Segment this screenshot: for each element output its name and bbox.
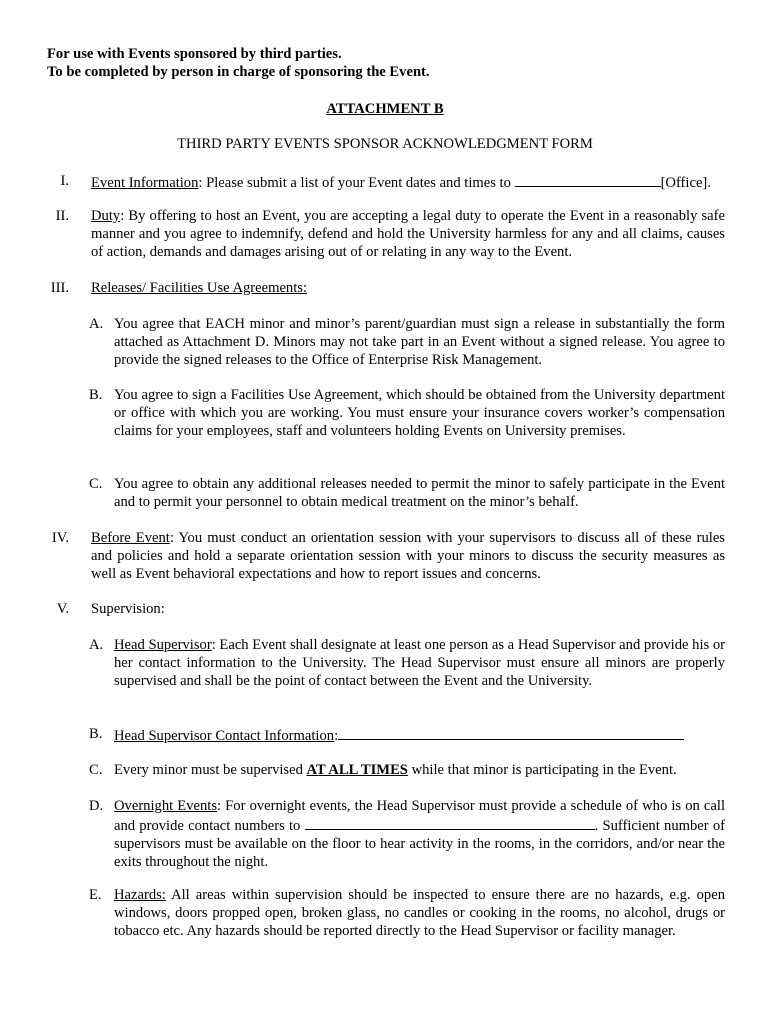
subsection-body: : Each Event shall designate at least one person as a Head Supervisor and provide his or her contact information to the University. The Head Supervisor must ensure all minors are properly supervised and shall be the point of contact between the Event and the University. [114, 637, 725, 689]
section-number: I. [60, 173, 69, 189]
section-heading: Supervision: [91, 601, 165, 617]
section-body [91, 529, 725, 583]
subsection-letter: A. [89, 316, 104, 332]
subsection-text-before: Every minor must be supervised [114, 762, 307, 778]
subsection-text [114, 797, 725, 871]
section-heading: Releases/ Facilities Use Agreements: [91, 280, 308, 296]
section-heading: Event Information [91, 175, 199, 191]
subsection-heading: Overnight Events [114, 798, 218, 814]
subsection-text: You agree to sign a Facilities Use Agreement, which should be obtained from the University department or office with which you are working. You must ensure your insurance covers worker’s compensation claims for your employees, staff and volunteers holding Events on University premises. [114, 387, 725, 439]
subsection-text: You agree that EACH minor and minor’s parent/guardian must sign a release in substantially the form attached as Attachment D. Minors may not take part in an Event without a signed release. You agree to provide the signed releases to the Office of Enterprise Risk Management. [114, 316, 725, 368]
section-number: IV. [51, 530, 69, 546]
section-body [91, 279, 725, 297]
contact-information-blank-field[interactable] [338, 725, 684, 740]
section-body [91, 172, 725, 192]
subsection-body: : For overnight events, the Head Supervisor must provide a schedule of who is on call and provide contact numbers to [114, 798, 725, 834]
subsection-text: You agree to obtain any additional releases needed to permit the minor to safely participate in the Event and to permit your personnel to obtain medical treatment on the minor’s behalf. [114, 476, 725, 510]
section-body [91, 207, 725, 261]
section-heading: Before Event [91, 530, 170, 546]
subsection-letter: B. [89, 726, 103, 742]
section-heading: Duty [91, 208, 121, 224]
section-number: V. [56, 601, 69, 617]
subsection-heading: Head Supervisor [114, 637, 212, 653]
subsection-heading: Head Supervisor Contact Information [114, 728, 335, 744]
section-body [91, 600, 725, 618]
subsection-letter: C. [89, 762, 103, 778]
intro-line-1: For use with Events sponsored by third parties. [47, 46, 342, 62]
subsection-body-end: . Sufficient number of supervisors must be available on the floor to hear activity in the rooms, in the corridors, and/or near the exits throughout the night. [114, 818, 725, 870]
section-text: : You must conduct an orientation session with your supervisors to discuss all of these rules and policies and hold a separate orientation session with your minors to discuss the security measures as well as Event behavioral expectations and how to report issues and concerns. [91, 530, 725, 582]
subsection-heading: Hazards: [114, 887, 166, 903]
office-blank-field[interactable] [515, 172, 661, 187]
emphasis-at-all-times: AT ALL TIMES [306, 762, 408, 778]
section-number: III. [50, 280, 69, 296]
subsection-letter: A. [89, 637, 104, 653]
section-number: II. [55, 208, 69, 224]
section-text: : By offering to host an Event, you are accepting a legal duty to operate the Event in a reasonably safe manner and you agree to indemnify, defend and hold the University harmless for any and all claims, causes of action, demands and damages arising out of or relating in any way to the Event. [91, 208, 725, 260]
subsection-letter: E. [89, 887, 102, 903]
subsection-letter: C. [89, 476, 103, 492]
section-text: : Please submit a list of your Event dates and times to [198, 175, 515, 191]
subsection-body: All areas within supervision should be inspected to ensure there are no hazards, e.g. open windows, doors propped open, broken glass, no candles or cooking in the rooms, no alcohol, drugs or tobacco etc. Any hazards should be reported directly to the Head Supervisor or facility manager. [114, 887, 725, 939]
contact-numbers-blank-field[interactable] [305, 815, 595, 830]
form-title: THIRD PARTY EVENTS SPONSOR ACKNOWLEDGMENT FORM [177, 136, 593, 152]
section-suffix: [Office]. [660, 175, 711, 191]
subsection-letter: B. [89, 387, 103, 403]
subsection-body: : [334, 728, 339, 744]
subsection-letter: D. [89, 798, 104, 814]
attachment-heading: ATTACHMENT B [326, 101, 444, 117]
intro-block [47, 45, 430, 81]
intro-line-2: To be completed by person in charge of sponsoring the Event. [47, 64, 430, 80]
subsection-text-after: while that minor is participating in the Event. [407, 762, 677, 778]
subsection-text [114, 886, 725, 940]
subsection-text [114, 761, 725, 779]
subsection-text [114, 636, 725, 690]
subsection-text [114, 725, 725, 745]
